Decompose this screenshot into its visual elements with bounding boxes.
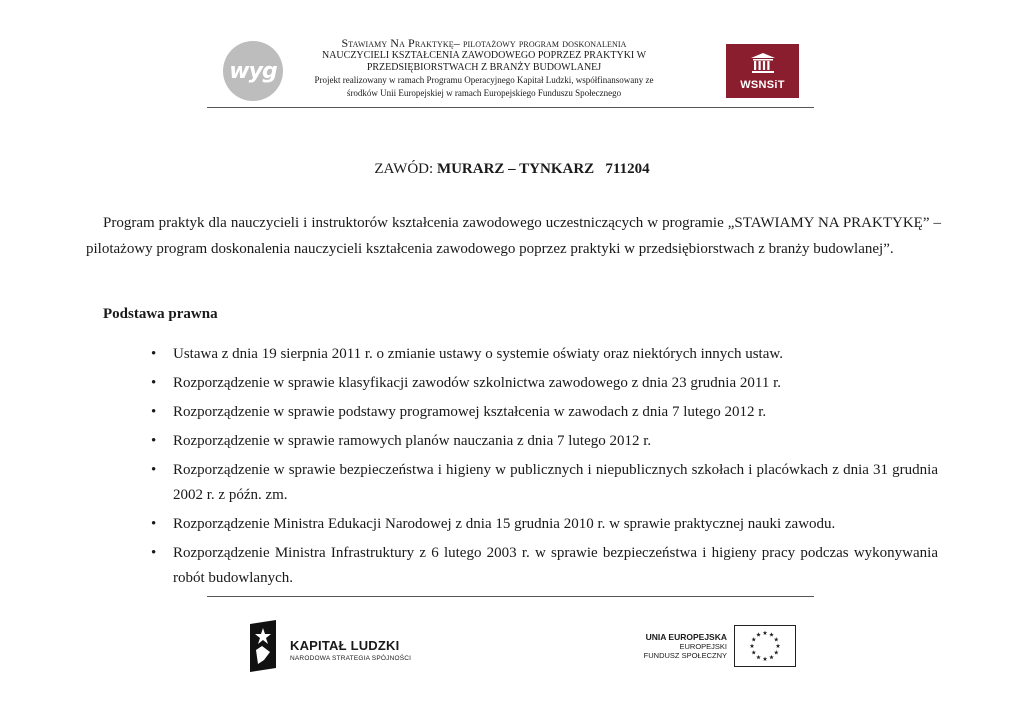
kapital-ludzki-mark-icon xyxy=(246,620,280,672)
occupation-code: 711204 xyxy=(605,161,650,177)
kapital-ludzki-logo xyxy=(246,620,426,672)
list-item: • Rozporządzenie w sprawie bezpieczeństwa i higieny w publicznych i niepublicznych szkołach i placówkach z dnia 31 grudnia 2002 r. z późn. zm. xyxy=(148,458,938,508)
project-note-line-2: środków Unii Europejskiej w ramach Europejskiego Funduszu Społecznego xyxy=(346,87,622,98)
kapital-ludzki-title: KAPITAŁ LUDZKI xyxy=(290,638,400,653)
intro-paragraph: Program praktyk dla nauczycieli i instruktorów kształcenia zawodowego uczestniczących w programie „STAWIAMY NA PRAKTYKĘ” – pilotażowy program doskonalenia nauczycieli kształcenia zawodowego poprzez praktyki w przedsiębiorstwach z branży budowlanej”. xyxy=(86,215,941,257)
header-text-block xyxy=(290,36,678,99)
eu-star xyxy=(763,657,768,661)
list-item: • Rozporządzenie Ministra Infrastruktury z 6 lutego 2003 r. w sprawie bezpieczeństwa i higieny pracy podczas wykonywania robót budowlanych. xyxy=(148,541,938,591)
list-item: • Rozporządzenie w sprawie ramowych planów nauczania z dnia 7 lutego 2012 r. xyxy=(148,429,938,454)
eu-line-2: EUROPEJSKI xyxy=(679,642,727,652)
occupation-name: MURARZ – TYNKARZ xyxy=(436,161,595,177)
eu-star xyxy=(774,637,779,641)
eu-star xyxy=(763,631,768,635)
temple-icon xyxy=(750,52,776,74)
eu-star xyxy=(769,655,774,659)
eu-fund-text xyxy=(600,632,727,660)
header-divider xyxy=(207,107,814,108)
eu-star xyxy=(751,650,756,654)
program-title-line-2: NAUCZYCIELI KSZTAŁCENIA ZAWODOWEGO POPRZEZ PRAKTYKI W xyxy=(321,50,647,62)
program-title-line-1: Stawiamy Na Praktykę– pilotażowy program doskonalenia xyxy=(341,36,627,50)
kapital-ludzki-subtitle: NARODOWA STRATEGIA SPÓJNOŚCI xyxy=(290,655,412,662)
list-item: • Rozporządzenie Ministra Edukacji Narodowej z dnia 15 grudnia 2010 r. w sprawie praktycznej nauki zawodu. xyxy=(148,512,938,537)
list-item: • Ustawa z dnia 19 sierpnia 2011 r. o zmianie ustawy o systemie oświaty oraz niektórych innych ustaw. xyxy=(148,342,938,367)
program-title-line-3: PRZEDSIĘBIORSTWACH Z BRANŻY BUDOWLANEJ xyxy=(366,62,602,74)
occupation-label: ZAWÓD: xyxy=(374,161,434,177)
eu-star xyxy=(774,650,779,654)
footer-divider xyxy=(207,596,814,597)
wyg-logo xyxy=(223,41,283,101)
wyg-logo-text: wyg xyxy=(229,58,277,84)
legal-basis-heading: Podstawa prawna xyxy=(103,306,218,322)
wsnsit-logo xyxy=(726,44,799,98)
list-item: • Rozporządzenie w sprawie podstawy programowej kształcenia w zawodach z dnia 7 lutego 2012 r. xyxy=(148,400,938,425)
eu-line-3: FUNDUSZ SPOŁECZNY xyxy=(643,651,727,661)
occupation-heading xyxy=(0,161,1024,178)
eu-star xyxy=(750,644,755,648)
eu-flag-icon xyxy=(734,625,796,667)
eu-star xyxy=(751,637,756,641)
eu-star xyxy=(776,644,781,648)
eu-star xyxy=(769,632,774,636)
eu-star xyxy=(756,632,761,636)
project-note-line-1: Projekt realizowany w ramach Programu Operacyjnego Kapitał Ludzki, współfinansowany ze xyxy=(314,75,654,86)
eu-line-1: UNIA EUROPEJSKA xyxy=(645,632,727,642)
eu-stars-icon xyxy=(735,626,795,666)
list-item: • Rozporządzenie w sprawie klasyfikacji zawodów szkolnictwa zawodowego z dnia 23 grudnia 2011 r. xyxy=(148,371,938,396)
legal-basis-list xyxy=(148,342,938,595)
eu-star xyxy=(756,655,761,659)
wsnsit-logo-text: WSNSiT xyxy=(740,79,785,91)
